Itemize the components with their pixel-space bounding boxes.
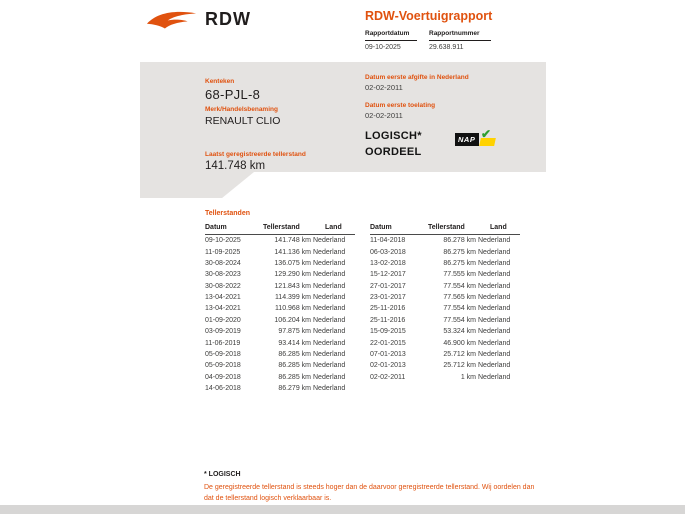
report-number-block bbox=[429, 30, 491, 51]
table-cell: 77.554 km bbox=[443, 282, 476, 290]
oordeel-line1: LOGISCH* bbox=[365, 130, 422, 142]
rdw-brand bbox=[146, 7, 251, 31]
tables-row bbox=[205, 222, 520, 394]
table-cell: 25.712 km bbox=[443, 350, 476, 358]
merk-field bbox=[205, 106, 280, 127]
table-row bbox=[370, 269, 520, 280]
column-header-land: Land bbox=[313, 222, 355, 235]
table-header-row bbox=[205, 222, 355, 235]
column-header-datum: Datum bbox=[370, 222, 428, 235]
table-cell: 97.875 km bbox=[278, 328, 311, 336]
table-row bbox=[205, 269, 355, 280]
table-cell: 11-06-2019 bbox=[205, 339, 241, 347]
table-cell: Nederland bbox=[478, 271, 511, 279]
table-row bbox=[370, 349, 520, 360]
table-cell: Nederland bbox=[478, 362, 511, 370]
table-body-right bbox=[370, 235, 520, 383]
table-cell: 09-10-2025 bbox=[205, 237, 241, 245]
summary-panel-tail bbox=[140, 172, 254, 198]
table-cell: Nederland bbox=[478, 350, 511, 358]
table-cell: 22-01-2015 bbox=[370, 339, 406, 347]
table-cell: 129.290 km bbox=[274, 271, 311, 279]
table-row bbox=[370, 337, 520, 348]
table-cell: Nederland bbox=[313, 385, 346, 393]
afgifte-value: 02-02-2011 bbox=[365, 83, 403, 92]
table-cell: 11-04-2018 bbox=[370, 237, 406, 245]
odometer-table-right bbox=[370, 222, 520, 383]
table-cell: Nederland bbox=[313, 248, 346, 256]
table-cell: 110.968 km bbox=[274, 305, 311, 313]
table-cell: 13-04-2021 bbox=[205, 305, 241, 313]
table-row bbox=[205, 292, 355, 303]
table-cell: Nederland bbox=[478, 316, 511, 324]
table-row bbox=[370, 372, 520, 383]
table-cell: Nederland bbox=[313, 271, 346, 279]
table-row bbox=[370, 303, 520, 314]
table-row bbox=[205, 383, 355, 394]
merk-label: Merk/Handelsbenaming bbox=[205, 106, 278, 113]
logisch-oordeel-badge bbox=[365, 128, 422, 160]
table-cell: 05-09-2018 bbox=[205, 362, 241, 370]
table-cell: Nederland bbox=[313, 259, 346, 267]
table-cell: 02-02-2011 bbox=[370, 373, 406, 381]
table-row bbox=[205, 372, 355, 383]
table-cell: 86.285 km bbox=[278, 373, 311, 381]
report-date-block bbox=[365, 30, 417, 51]
table-header-row bbox=[370, 222, 520, 235]
afgifte-field bbox=[365, 74, 469, 92]
report-header bbox=[365, 9, 492, 51]
table-cell: 86.279 km bbox=[278, 385, 311, 393]
table-cell: Nederland bbox=[313, 282, 346, 290]
table-cell: 114.399 km bbox=[274, 294, 311, 302]
nap-logo bbox=[455, 127, 501, 152]
table-cell: Nederland bbox=[313, 237, 346, 245]
table-cell: 77.565 km bbox=[443, 294, 476, 302]
table-row bbox=[205, 235, 355, 247]
table-cell: Nederland bbox=[313, 350, 346, 358]
table-row bbox=[205, 303, 355, 314]
table-cell: 86.278 km bbox=[443, 237, 476, 245]
table-row bbox=[205, 337, 355, 348]
table-cell: Nederland bbox=[313, 305, 346, 313]
table-row bbox=[205, 246, 355, 257]
table-cell: Nederland bbox=[478, 237, 511, 245]
footnote-text: De geregistreerde tellerstand is steeds hoger dan de daarvoor geregistreerde tellerstand. Wij oordelen dan dat de tellerstand logisch verklaarbaar is. bbox=[204, 484, 535, 502]
report-date-label: Rapportdatum bbox=[365, 30, 417, 41]
table-cell: 86.275 km bbox=[443, 248, 476, 256]
kenteken-label: Kenteken bbox=[205, 78, 235, 85]
column-header-datum: Datum bbox=[205, 222, 263, 235]
table-cell: 07-01-2013 bbox=[370, 350, 406, 358]
table-cell: 86.285 km bbox=[278, 362, 311, 370]
table-cell: Nederland bbox=[478, 259, 511, 267]
table-row bbox=[205, 360, 355, 371]
table-row bbox=[205, 349, 355, 360]
table-row bbox=[205, 281, 355, 292]
table-cell: Nederland bbox=[313, 339, 346, 347]
table-cell: 121.843 km bbox=[274, 282, 311, 290]
table-cell: 25.712 km bbox=[443, 362, 476, 370]
table-cell: 77.555 km bbox=[443, 271, 476, 279]
table-cell: Nederland bbox=[478, 339, 511, 347]
rdw-logo-icon bbox=[146, 7, 198, 31]
rdw-wordmark: RDW bbox=[205, 8, 251, 29]
table-cell: 1 km bbox=[460, 373, 476, 381]
table-cell: Nederland bbox=[478, 373, 511, 381]
table-cell: 141.748 km bbox=[274, 237, 311, 245]
table-cell: 15-09-2015 bbox=[370, 328, 406, 336]
table-row bbox=[370, 292, 520, 303]
table-cell: 13-04-2021 bbox=[205, 294, 241, 302]
tellerstanden-section bbox=[205, 210, 520, 394]
table-cell: 93.414 km bbox=[278, 339, 311, 347]
table-row bbox=[370, 326, 520, 337]
merk-value: RENAULT CLIO bbox=[205, 115, 281, 127]
logisch-footnote bbox=[204, 471, 549, 504]
table-row bbox=[370, 315, 520, 326]
table-cell: 02-01-2013 bbox=[370, 362, 406, 370]
report-number-value: 29.638.911 bbox=[429, 44, 464, 51]
table-cell: 13-02-2018 bbox=[370, 259, 406, 267]
laatste-tellerstand-value: 141.748 km bbox=[205, 160, 266, 172]
table-row bbox=[370, 281, 520, 292]
table-row bbox=[205, 326, 355, 337]
table-cell: 30-08-2024 bbox=[205, 259, 241, 267]
report-meta bbox=[365, 30, 492, 51]
table-cell: Nederland bbox=[478, 305, 511, 313]
nap-checkmark-icon: ✔ bbox=[481, 127, 492, 141]
kenteken-value: 68-PJL-8 bbox=[205, 87, 261, 102]
table-cell: 46.900 km bbox=[443, 339, 476, 347]
table-row bbox=[370, 235, 520, 247]
column-header-tellerstand: Tellerstand bbox=[263, 222, 313, 235]
footnote-title: * LOGISCH bbox=[204, 471, 241, 478]
table-cell: Nederland bbox=[478, 328, 511, 336]
table-cell: Nederland bbox=[313, 316, 346, 324]
nap-wordmark: NAP bbox=[455, 133, 479, 146]
page-bottom-edge bbox=[0, 505, 685, 514]
table-cell: Nederland bbox=[313, 294, 346, 302]
laatste-tellerstand-field bbox=[205, 151, 306, 172]
table-cell: Nederland bbox=[313, 373, 346, 381]
table-cell: 25-11-2016 bbox=[370, 316, 406, 324]
odometer-table-left bbox=[205, 222, 355, 394]
oordeel-line2: OORDEEL bbox=[365, 146, 422, 158]
table-cell: 141.136 km bbox=[274, 248, 311, 256]
table-cell: Nederland bbox=[478, 248, 511, 256]
table-cell: 30-08-2023 bbox=[205, 271, 241, 279]
table-cell: 11-09-2025 bbox=[205, 248, 241, 256]
table-cell: 53.324 km bbox=[443, 328, 476, 336]
tellerstanden-title: Tellerstanden bbox=[205, 210, 250, 217]
laatste-tellerstand-label: Laatst geregistreerde tellerstand bbox=[205, 151, 306, 158]
table-cell: 05-09-2018 bbox=[205, 350, 241, 358]
table-cell: 04-09-2018 bbox=[205, 373, 241, 381]
table-cell: 14-06-2018 bbox=[205, 385, 241, 393]
report-title: RDW-Voertuigrapport bbox=[365, 9, 493, 23]
report-date-value: 09-10-2025 bbox=[365, 44, 401, 51]
table-cell: 25-11-2016 bbox=[370, 305, 406, 313]
table-cell: 01-09-2020 bbox=[205, 316, 241, 324]
table-body-left bbox=[205, 235, 355, 395]
table-cell: 86.275 km bbox=[443, 259, 476, 267]
table-cell: Nederland bbox=[478, 294, 511, 302]
kenteken-field bbox=[205, 78, 260, 102]
table-row bbox=[205, 258, 355, 269]
table-row bbox=[205, 315, 355, 326]
table-cell: 23-01-2017 bbox=[370, 294, 406, 302]
toelating-label: Datum eerste toelating bbox=[365, 102, 436, 109]
afgifte-label: Datum eerste afgifte in Nederland bbox=[365, 74, 469, 81]
vehicle-summary-panel bbox=[140, 62, 546, 172]
table-cell: 77.554 km bbox=[443, 305, 476, 313]
table-row bbox=[370, 246, 520, 257]
table-cell: 06-03-2018 bbox=[370, 248, 406, 256]
table-cell: 30-08-2022 bbox=[205, 282, 241, 290]
table-cell: 86.285 km bbox=[278, 350, 311, 358]
toelating-value: 02-02-2011 bbox=[365, 111, 403, 120]
table-cell: Nederland bbox=[313, 362, 346, 370]
table-cell: Nederland bbox=[478, 282, 511, 290]
table-row bbox=[370, 258, 520, 269]
table-row bbox=[370, 360, 520, 371]
toelating-field bbox=[365, 102, 435, 120]
table-cell: 106.204 km bbox=[274, 316, 311, 324]
table-cell: 77.554 km bbox=[443, 316, 476, 324]
table-cell: Nederland bbox=[313, 328, 346, 336]
column-header-land: Land bbox=[478, 222, 520, 235]
table-cell: 136.075 km bbox=[274, 259, 311, 267]
table-cell: 27-01-2017 bbox=[370, 282, 406, 290]
column-header-tellerstand: Tellerstand bbox=[428, 222, 478, 235]
table-cell: 03-09-2019 bbox=[205, 328, 241, 336]
report-number-label: Rapportnummer bbox=[429, 30, 491, 41]
table-cell: 15-12-2017 bbox=[370, 271, 406, 279]
